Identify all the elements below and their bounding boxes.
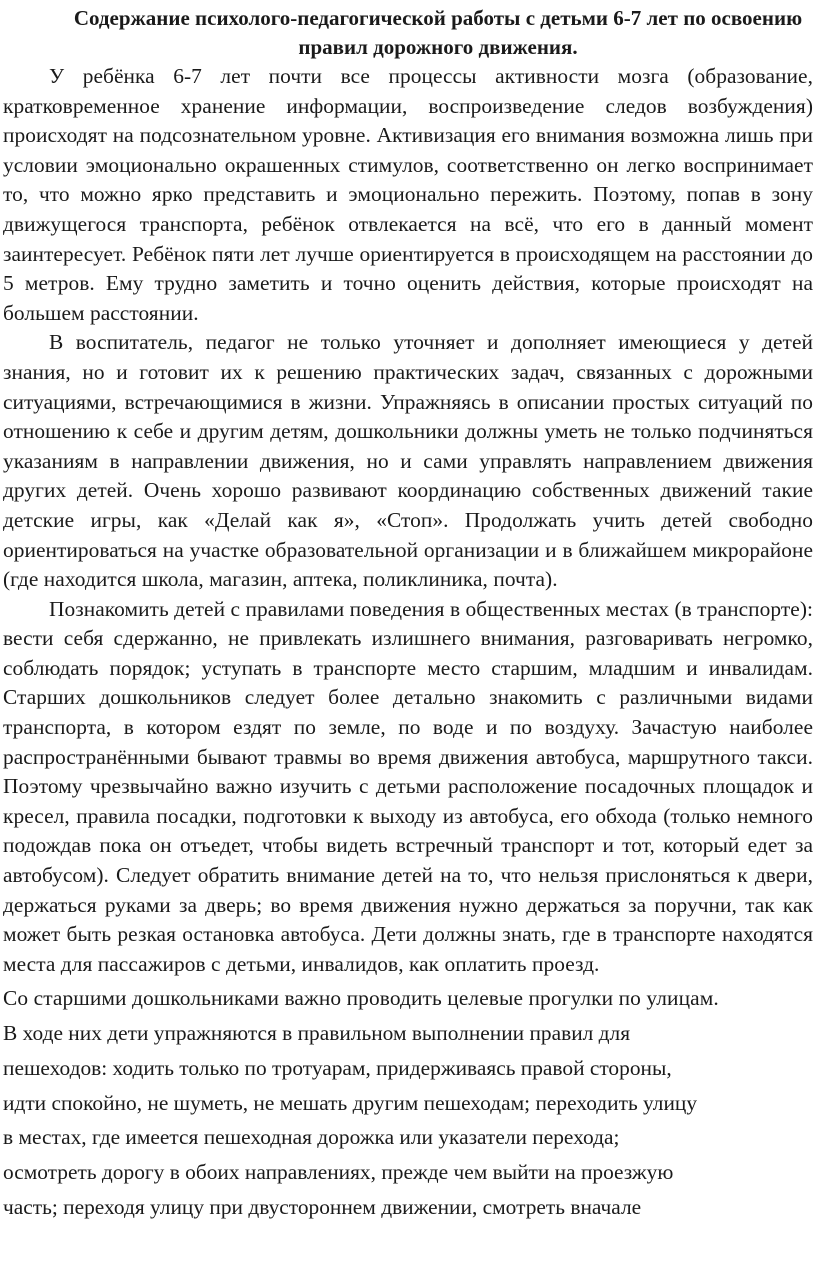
text-line: в местах, где имеется пешеходная дорожка или указатели перехода;: [3, 1125, 620, 1150]
text-line: пешеходов: ходить только по тротуарам, придерживаясь правой стороны,: [3, 1055, 672, 1080]
text-line: осмотреть дорогу в обоих направлениях, прежде чем выйти на проезжую: [3, 1159, 674, 1184]
paragraph-brain-activity: У ребёнка 6-7 лет почти все процессы активности мозга (образование, кратковременное хранение информации, воспроизведение следов возбуждения) происходят на подсознательном уровне. Активизация его внимания возможна лишь при условии эмоционально окрашенных стимулов, соответственно он легко воспринимает то, что можно ярко представить и эмоционально пережить. Поэтому, попав в зону движущегося транспорта, ребёнок отвлекается на всё, что его в данный момент заинтересует. Ребёнок пяти лет лучше ориентируется в происходящем на расстоянии до 5 метров. Ему трудно заметить и точно оценить действия, которые происходят на большем расстоянии.: [3, 64, 813, 325]
text-line: идти спокойно, не шуметь, не мешать другим пешеходам; переходить улицу: [3, 1090, 698, 1115]
text-line: часть; переходя улицу при двустороннем движении, смотреть вначале: [3, 1194, 642, 1219]
paragraph-transport-behavior: Познакомить детей с правилами поведения в общественных местах (в транспорте): вести себя сдержанно, не привлекать излишнего внимания, разговаривать негромко, соблюдать порядок; уступать в транспорте место старшим, младшим и инвалидам. Старших дошкольников следует более детально знакомить с различными видами транспорта, в котором ездят по земле, по воде и по воздуху. Зачастую наиболее распространёнными бывают травмы во время движения автобуса, маршрутного такси. Поэтому чрезвычайно важно изучить с детьми расположение посадочных площадок и кресел, правила посадки, подготовки к выходу из автобуса, его обхода (только немного подождав пока он отъедет, чтобы видеть встречный транспорт и тот, который едет за автобусом). Следует обратить внимание детей на то, что нельзя прислоняться к двери, держаться руками за дверь; во время движения нужно держаться за поручни, так как может быть резкая остановка автобуса. Дети должны знать, где в транспорте находятся места для пассажиров с детьми, инвалидов, как оплатить проезд.: [3, 596, 813, 976]
text-line: В ходе них дети упражняются в правильном выполнении правил для: [3, 1021, 631, 1046]
walks-section: [3, 981, 813, 1224]
paragraph-educator-role: В воспитатель, педагог не только уточняет и дополняет имеющиеся у детей знания, но и готовит их к решению практических задач, связанных с дорожными ситуациями, встречающимися в жизни. Упражняясь в описании простых ситуаций по отношению к себе и другим детям, дошкольники должны уметь не только подчиняться указаниям в направлении движения, но и сами управлять направлением движения других детей. Очень хорошо развивают координацию собственных движений такие детские игры, как «Делай как я», «Стоп». Продолжать учить детей свободно ориентироваться на участке образовательной организации и в ближайшем микрорайоне (где находится школа, магазин, аптека, поликлиника, почта).: [3, 330, 813, 592]
text-line: Со старшими дошкольниками важно проводить целевые прогулки по улицам.: [3, 986, 719, 1011]
document-title: Содержание психолого-педагогической работы с детьми 6-7 лет по освоению правил дорожного движения.: [73, 6, 803, 59]
